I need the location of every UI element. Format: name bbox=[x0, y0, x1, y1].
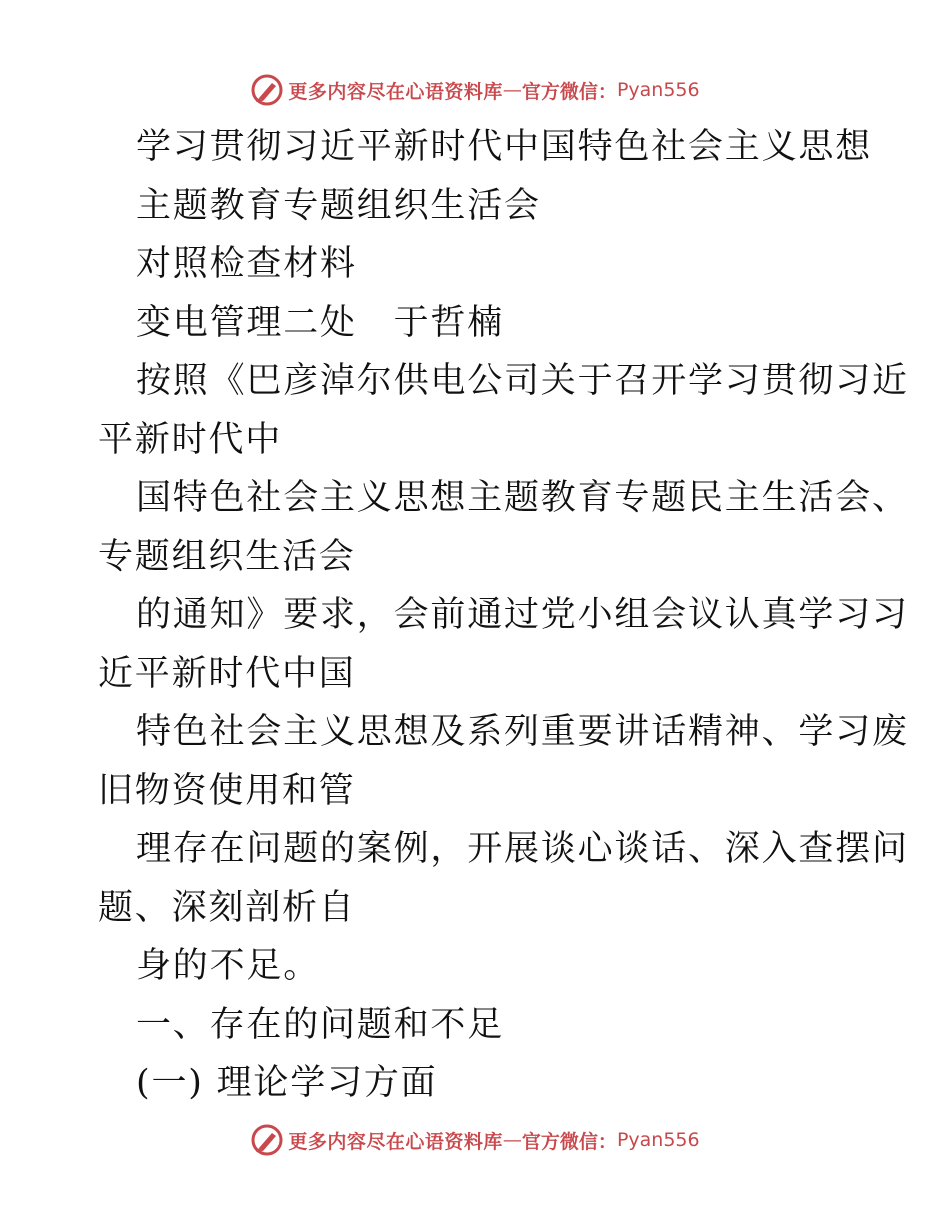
header-wechat-id: Pyan556 bbox=[616, 79, 700, 101]
doc-author: 变电管理二处 于哲楠 bbox=[136, 302, 505, 343]
paragraph-line: 理存在问题的案例，开展谈心谈话、深入查摆问 bbox=[136, 829, 909, 869]
footer-site-name: 更多内容尽在心语资料库 bbox=[288, 1130, 503, 1153]
footer-separator: — bbox=[502, 1129, 522, 1151]
paragraph-line: 旧物资使用和管 bbox=[98, 770, 356, 811]
header-separator: — bbox=[502, 79, 522, 101]
paragraph-line: 按照《巴彦淖尔供电公司关于召开学习贯彻习近 bbox=[136, 361, 909, 401]
paragraph-line: 题、深刻剖析自 bbox=[98, 887, 356, 928]
footer-wechat-label: 官方微信： bbox=[521, 1130, 617, 1153]
pen-logo-icon bbox=[250, 73, 284, 107]
paragraph-line: 专题组织生活会 bbox=[98, 536, 356, 577]
doc-title-line-1: 学习贯彻习近平新时代中国特色社会主义思想 bbox=[136, 127, 873, 167]
section-heading: 一、存在的问题和不足 bbox=[136, 1004, 505, 1045]
paragraph-line: 特色社会主义思想及系列重要讲话精神、学习废 bbox=[136, 712, 909, 752]
document-body bbox=[98, 118, 909, 1113]
header-site-name: 更多内容尽在心语资料库 bbox=[288, 80, 503, 103]
paragraph-line: 的通知》要求，会前通过党小组会议认真学习习 bbox=[136, 595, 909, 635]
pen-logo-icon bbox=[250, 1123, 284, 1157]
doc-title-line-2: 主题教育专题组织生活会 bbox=[136, 185, 541, 226]
subsection-heading: (一) 理论学习方面 bbox=[136, 1063, 438, 1103]
header-banner bbox=[0, 72, 950, 108]
doc-title-line-3: 对照检查材料 bbox=[136, 244, 357, 284]
paragraph-line: 身的不足。 bbox=[136, 946, 321, 986]
paragraph-line: 近平新时代中国 bbox=[98, 653, 356, 694]
footer-wechat-id: Pyan556 bbox=[616, 1129, 700, 1151]
paragraph-line: 平新时代中 bbox=[98, 419, 283, 460]
paragraph-line: 国特色社会主义思想主题教育专题民主生活会、 bbox=[136, 478, 909, 518]
footer-banner bbox=[0, 1122, 950, 1158]
header-wechat-label: 官方微信： bbox=[521, 80, 617, 103]
